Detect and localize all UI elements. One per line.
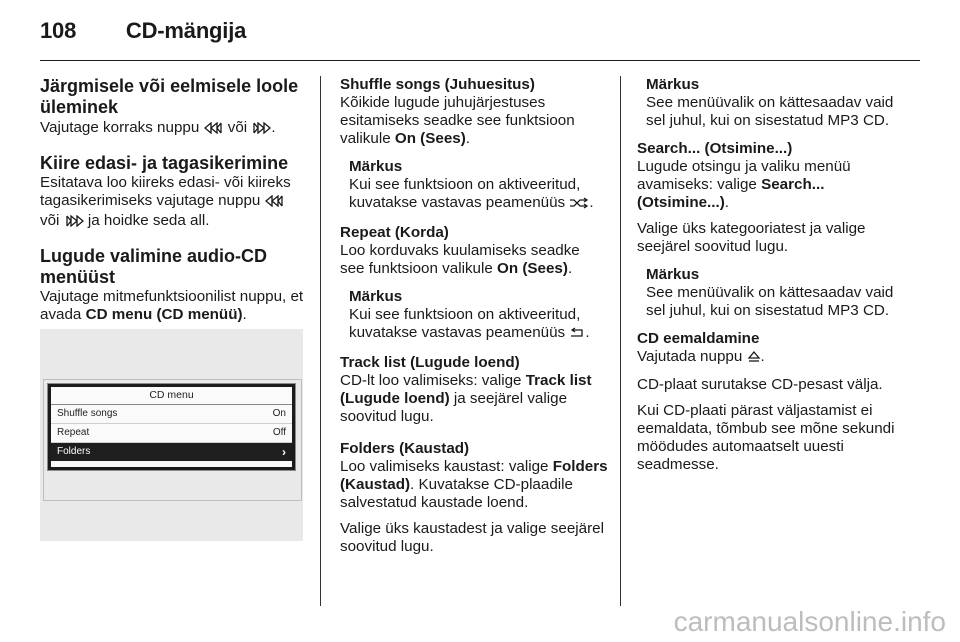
menu-term: On (Sees) — [497, 260, 568, 277]
menu-term: Track list (Lugude loend) — [340, 372, 592, 407]
subheading: Repeat (Korda) — [340, 224, 449, 241]
note-title: Märkus — [646, 266, 700, 283]
text: ja hoidke seda all. — [83, 212, 210, 229]
text: ja seejärel valige soovitud lugu. — [340, 390, 568, 425]
text: . — [567, 260, 573, 277]
shuffle-icon — [569, 196, 589, 214]
paragraph — [340, 458, 608, 512]
text: Vajutada nuppu — [637, 348, 747, 365]
column-3 — [637, 76, 912, 474]
page-title: CD-mängija — [125, 18, 247, 43]
text: . Kuvatakse CD-plaadile salvestatud kaustade loend. — [340, 476, 573, 511]
menu-row-value: On — [272, 408, 286, 419]
header-rule — [40, 60, 920, 61]
column-1 — [40, 76, 308, 324]
menu-term: CD menu (CD menüü) — [85, 306, 243, 323]
text: CD-lt loo valimiseks: valige — [340, 372, 526, 389]
display-screen — [47, 383, 296, 471]
paragraph — [40, 174, 308, 232]
paragraph — [637, 348, 912, 368]
section-heading: Kiire edasi- ja tagasikerimine — [40, 153, 289, 173]
skip-back-icon — [265, 194, 285, 212]
cd-menu-illustration — [40, 329, 303, 541]
menu-row-value: Off — [272, 427, 286, 438]
menu-row-repeat[interactable] — [51, 424, 292, 443]
paragraph — [340, 94, 608, 148]
text: . — [585, 324, 590, 341]
menu-row-label: Shuffle songs — [57, 408, 118, 419]
note-title: Märkus — [349, 158, 403, 175]
menu-term: Folders (Kaustad) — [340, 458, 608, 493]
subheading: Track list (Lugude loend) — [340, 354, 520, 371]
text: Lugude otsingu ja valiku menüü avamiseks: valige — [637, 158, 851, 193]
repeat-icon — [569, 326, 585, 344]
chevron-right-icon: › — [282, 445, 286, 459]
menu-row-label: Repeat — [57, 427, 90, 438]
paragraph: Valige üks kategooriatest ja valige seejärel soovitud lugu. — [637, 220, 866, 255]
paragraph: Valige üks kaustadest ja valige seejärel soovitud lugu. — [340, 520, 604, 555]
screen-title: CD menu — [51, 387, 292, 405]
skip-forward-icon — [64, 214, 84, 232]
text: . — [724, 194, 729, 211]
note — [340, 288, 608, 344]
menu-term: Search... (Otsimine...) — [637, 176, 825, 211]
text: Loo korduvaks kuulamiseks seadke see funktsioon valikule — [340, 242, 580, 277]
text: . — [589, 194, 594, 211]
note — [637, 76, 912, 130]
eject-icon — [747, 350, 761, 368]
text: Kõikide lugude juhujärjestuses esitamiseks seadke see funktsioon valikule — [340, 94, 575, 147]
text: . — [465, 130, 471, 147]
text: Kui see funktsioon on aktiveeritud, kuvatakse vastavas peamenüüs — [349, 306, 581, 341]
note — [637, 266, 912, 320]
text: või — [40, 212, 64, 229]
column-divider — [320, 76, 321, 606]
text: . — [271, 119, 276, 136]
page-number: 108 — [40, 18, 77, 43]
subheading: CD eemaldamine — [637, 330, 760, 347]
text: Loo valimiseks kaustast: valige — [340, 458, 553, 475]
note-text: See menüüvalik on kättesaadav vaid sel juhul, kui on sisestatud MP3 CD. — [646, 94, 894, 129]
paragraph — [40, 119, 308, 139]
skip-back-icon — [204, 121, 224, 139]
menu-row-shuffle[interactable] — [51, 405, 292, 424]
section-heading: Järgmisele või eelmisele loole üleminek — [40, 76, 299, 117]
paragraph: Kui CD-plaati pärast väljastamist ei eemaldata, tõmbub see mõne sekundi möödudes automaatselt uuesti seadmesse. — [637, 402, 895, 473]
text: Vajutage korraks nuppu — [40, 119, 204, 136]
text: . — [242, 306, 247, 323]
note-title: Märkus — [646, 76, 700, 93]
paragraph — [340, 372, 608, 426]
paragraph — [637, 158, 912, 212]
note — [340, 158, 608, 214]
menu-row-label: Folders — [57, 446, 91, 457]
text: . — [760, 348, 765, 365]
column-divider — [620, 76, 621, 606]
subheading: Folders (Kaustad) — [340, 440, 470, 457]
text: või — [223, 119, 252, 136]
menu-row-folders[interactable] — [51, 443, 292, 461]
skip-forward-icon — [251, 121, 271, 139]
column-2 — [340, 76, 608, 556]
subheading: Shuffle songs (Juhuesitus) — [340, 76, 535, 93]
subheading: Search... (Otsimine...) — [637, 140, 793, 157]
note-text: See menüüvalik on kättesaadav vaid sel juhul, kui on sisestatud MP3 CD. — [646, 284, 894, 319]
paragraph — [40, 288, 308, 324]
section-heading: Lugude valimine audio-CD menüüst — [40, 246, 268, 287]
watermark: carmanualsonline.info — [673, 606, 946, 637]
note-title: Märkus — [349, 288, 403, 305]
text: Kui see funktsioon on aktiveeritud, kuvatakse vastavas peamenüüs — [349, 176, 581, 211]
paragraph — [340, 242, 608, 278]
text: Vajutage mitmefunktsioonilist nuppu, et avada — [40, 288, 304, 323]
paragraph: CD-plaat surutakse CD-pesast välja. — [637, 376, 883, 393]
menu-term: On (Sees) — [394, 130, 466, 147]
page-header — [40, 18, 246, 44]
text: Esitatava loo kiireks edasi- või kiireks tagasikerimiseks vajutage nuppu — [40, 174, 291, 209]
